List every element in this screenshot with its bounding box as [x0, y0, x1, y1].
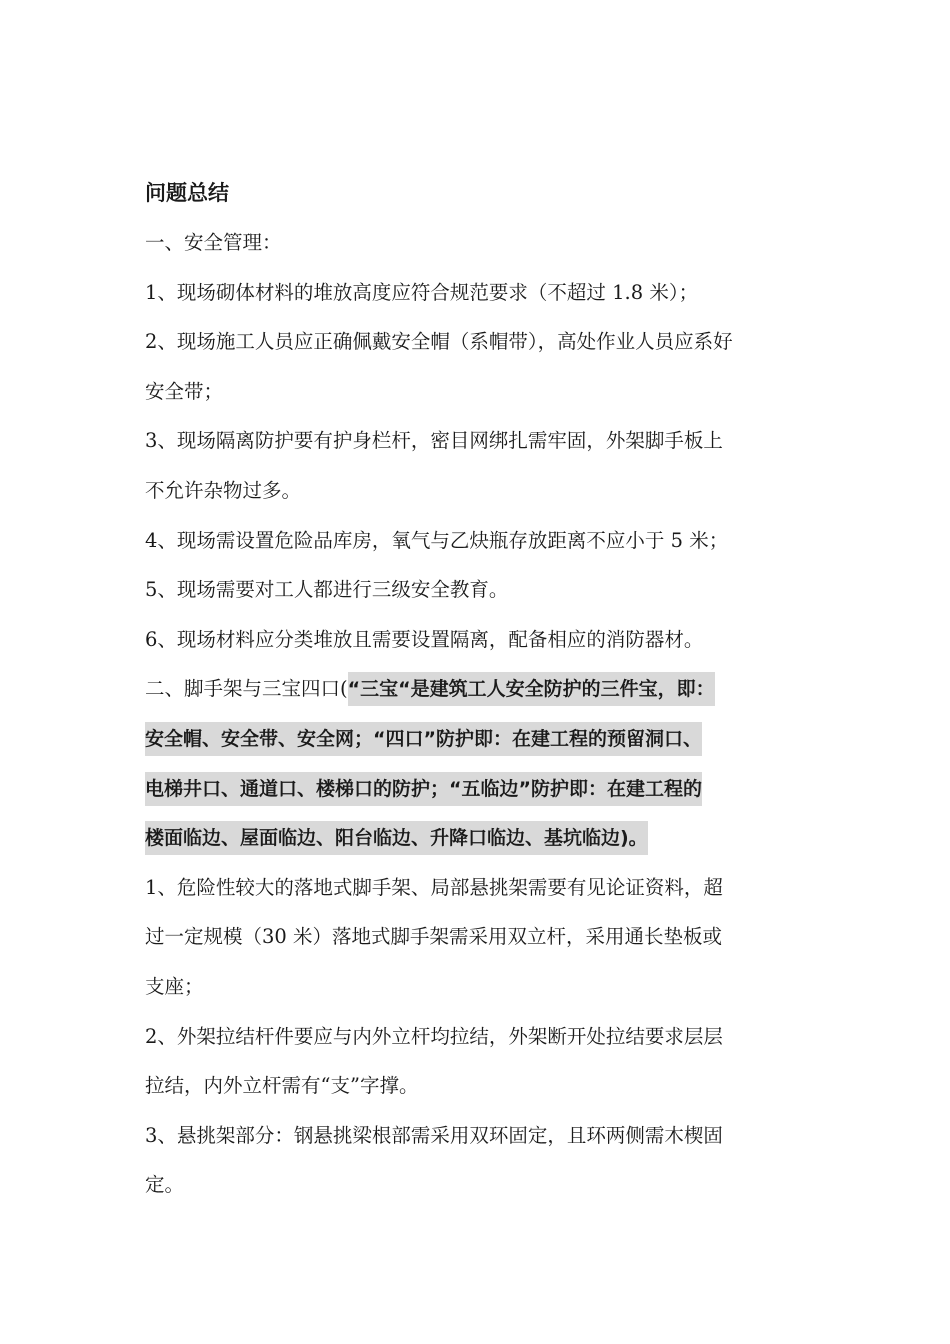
- text-line: 4、现场需设置危险品库房，氧气与乙炔瓶存放距离不应小于 5 米；: [145, 528, 729, 552]
- text-line: 2、现场施工人员应正确佩戴安全帽（系帽带），高处作业人员应系好: [145, 330, 733, 354]
- text-line: 3、悬挑架部分：钢悬挑梁根部需采用双环固定，且环两侧需木楔固: [145, 1123, 723, 1147]
- text-line: 1、危险性较大的落地式脚手架、局部悬挑架需要有见论证资料，超: [145, 875, 723, 899]
- highlight-line: [145, 764, 810, 814]
- highlight-text: 电梯井口、通道口、楼梯口的防护；“五临边”防护即：在建工程的: [145, 772, 702, 806]
- section-heading-scaffold: [145, 664, 810, 714]
- highlight-line: [145, 714, 810, 764]
- highlight-text: “三宝“是建筑工人安全防护的三件宝，即：: [348, 672, 715, 706]
- text-line: 2、外架拉结杆件要应与内外立杆均拉结，外架断开处拉结要求层层: [145, 1024, 723, 1048]
- highlight-text: 楼面临边、屋面临边、阳台临边、升降口临边、基坑临边)。: [145, 821, 648, 855]
- text-line: 1、现场砌体材料的堆放高度应符合规范要求（不超过 1.8 米）；: [145, 280, 699, 304]
- text-line: 拉结，内外立杆需有“支”字撑。: [145, 1074, 419, 1098]
- text-line: 3、现场隔离防护要有护身栏杆，密目网绑扎需牢固，外架脚手板上: [145, 429, 723, 453]
- document-page: [145, 168, 810, 1210]
- text-line: 过一定规模（30 米）落地式脚手架需采用双立杆，采用通长垫板或: [145, 925, 723, 949]
- text-line: 安全带；: [145, 379, 224, 403]
- text-line: 不允许杂物过多。: [145, 478, 302, 502]
- text-line: 6、现场材料应分类堆放且需要设置隔离，配备相应的消防器材。: [145, 627, 704, 651]
- highlight-line: [145, 813, 810, 863]
- section-heading-text: 二、脚手架与三宝四口(: [145, 677, 348, 701]
- highlight-text: 安全帽、安全带、安全网；“四口”防护即：在建工程的预留洞口、: [145, 722, 702, 756]
- text-line: 支座；: [145, 974, 204, 998]
- text-line: 定。: [145, 1173, 185, 1197]
- document-title: 问题总结: [145, 181, 229, 205]
- section-heading-safety: 一、安全管理：: [145, 231, 282, 254]
- text-line: 5、现场需要对工人都进行三级安全教育。: [145, 578, 509, 602]
